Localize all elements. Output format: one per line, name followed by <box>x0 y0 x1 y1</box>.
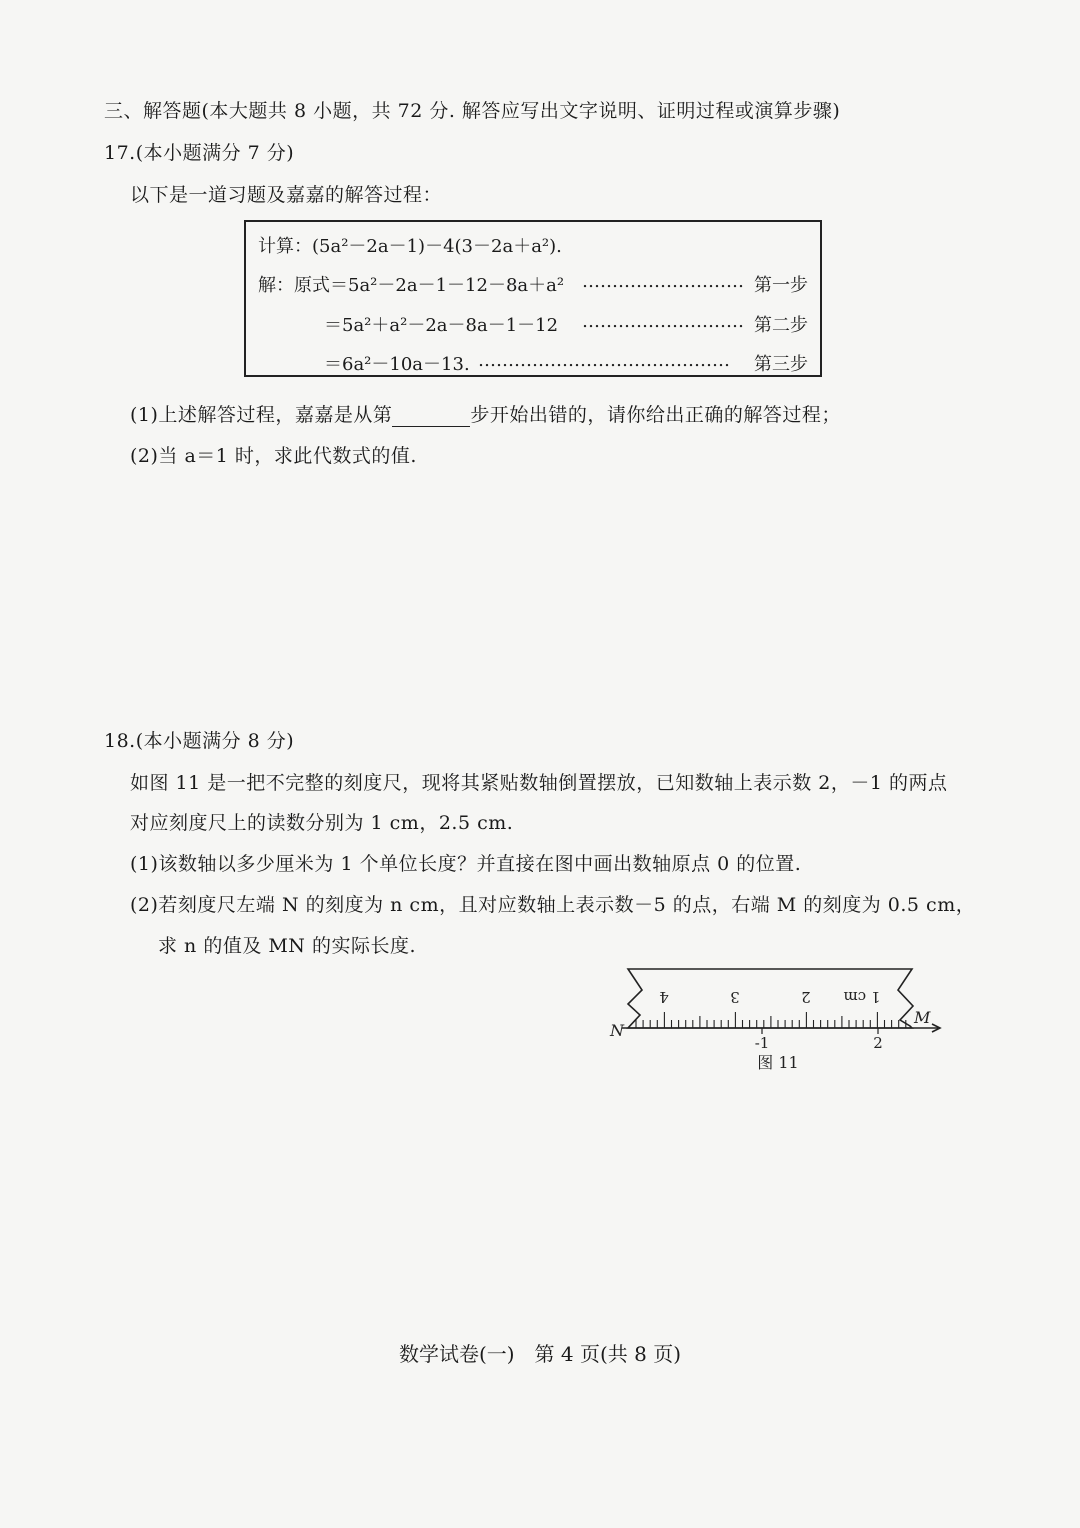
q17-part2: (2)当 a＝1 时，求此代数式的值. <box>130 445 417 467</box>
box-dots-3: …………………………………… <box>478 350 730 371</box>
q18-line1: 如图 11 是一把不完整的刻度尺，现将其紧贴数轴倒置摆放，已知数轴上表示数 2，－1 的两点 <box>130 772 948 794</box>
q18-part1: (1)该数轴以多少厘米为 1 个单位长度？并直接在图中画出数轴原点 0 的位置. <box>130 853 802 875</box>
solution-box <box>244 220 822 377</box>
endpoint-m: M <box>914 1008 931 1027</box>
box-line-4: ＝6a²－10a－13. <box>324 354 470 375</box>
q18-part2a: (2)若刻度尺左端 N 的刻度为 n cm，且对应数轴上表示数－5 的点，右端 M 的刻度为 0.5 cm， <box>130 894 976 916</box>
figure-caption: 图 11 <box>757 1053 799 1072</box>
q17-intro: 以下是一道习题及嘉嘉的解答过程： <box>130 184 443 206</box>
q17-part1 <box>130 400 841 427</box>
q17-title: 17.(本小题满分 7 分) <box>104 142 295 164</box>
endpoint-n: N <box>610 1021 624 1040</box>
q18-part2b: 求 n 的值及 MN 的实际长度. <box>158 935 417 957</box>
axis-label-2: 2 <box>873 1034 883 1052</box>
box-step-3: 第三步 <box>754 354 808 375</box>
ruler-ticks <box>636 1012 906 1028</box>
box-dots-2: ……………………… <box>582 311 744 332</box>
ruler-label-1cm: 1 cm <box>843 988 881 1006</box>
ruler-label-4: 4 <box>659 988 669 1006</box>
axis-ticks <box>762 1028 878 1034</box>
box-line-2: 解：原式＝5a²－2a－1－12－8a＋a² <box>258 275 565 296</box>
answer-blank[interactable] <box>392 408 470 427</box>
axis-label-neg1: -1 <box>754 1034 770 1052</box>
q18-line2: 对应刻度尺上的读数分别为 1 cm，2.5 cm. <box>130 812 514 834</box>
q18-title: 18.(本小题满分 8 分) <box>104 730 295 752</box>
box-line-3: ＝5a²＋a²－2a－8a－1－12 <box>324 315 559 336</box>
page-footer: 数学试卷(一) 第 4 页(共 8 页) <box>398 1342 682 1366</box>
q17-part1-after: 步开始出错的，请你给出正确的解答过程； <box>470 404 841 426</box>
ruler-figure <box>600 960 960 1080</box>
ruler-label-3: 3 <box>730 988 740 1006</box>
box-dots-1: ……………………… <box>582 271 744 292</box>
box-step-2: 第二步 <box>754 315 808 336</box>
box-step-1: 第一步 <box>754 275 808 296</box>
section-header: 三、解答题(本大题共 8 小题，共 72 分. 解答应写出文字说明、证明过程或演算步骤) <box>104 100 841 122</box>
box-line-1: 计算：(5a²－2a－1)－4(3－2a＋a²). <box>258 236 562 257</box>
ruler-label-2: 2 <box>801 988 811 1006</box>
q17-part1-before: (1)上述解答过程，嘉嘉是从第 <box>130 404 393 426</box>
